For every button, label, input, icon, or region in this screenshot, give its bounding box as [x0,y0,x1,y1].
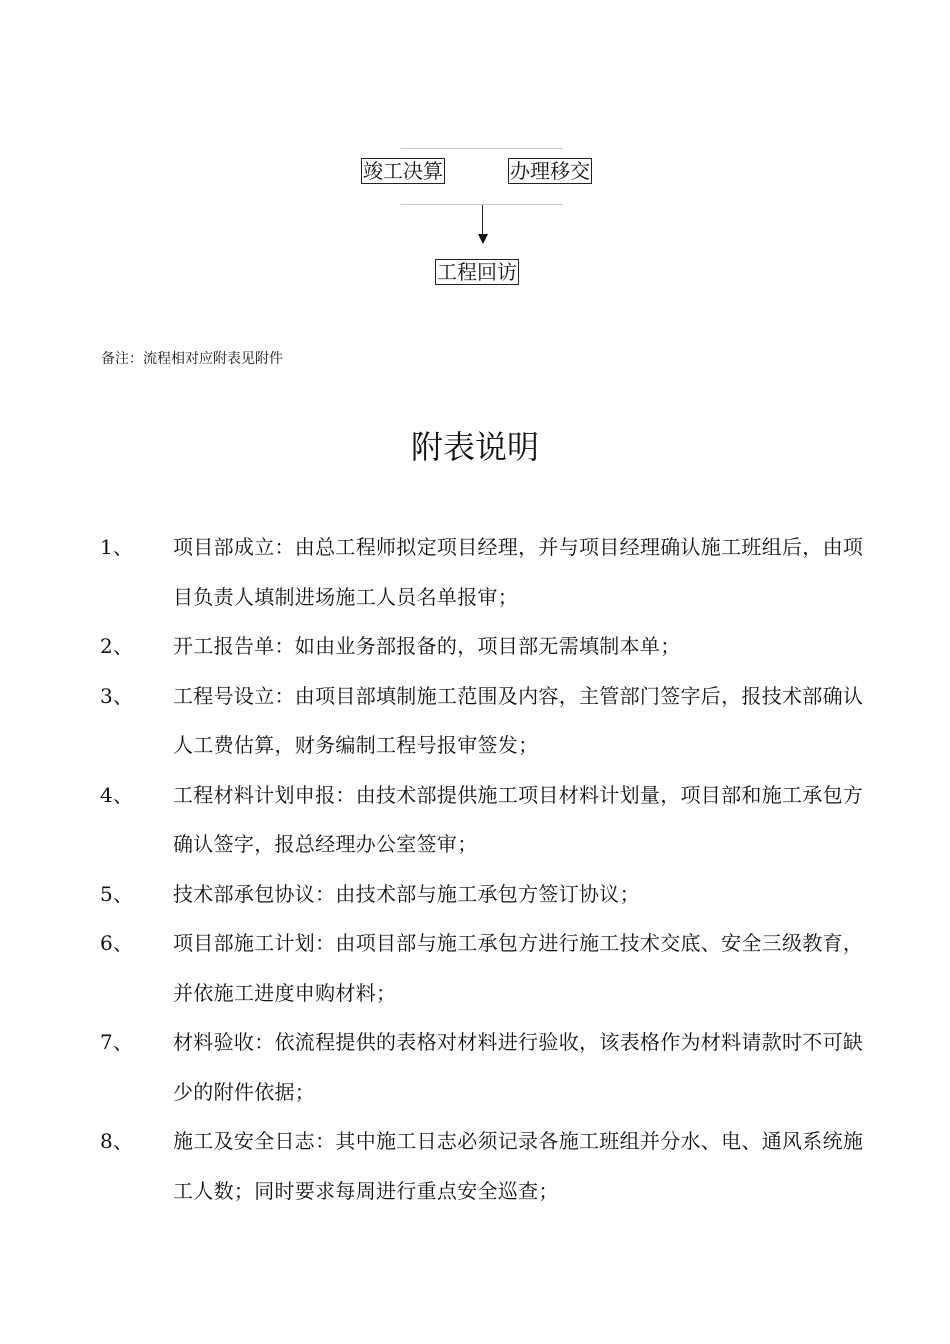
flow-connector-top [401,148,563,149]
item-text: 工程材料计划申报：由技术部提供施工项目材料计划量，项目部和施工承包方确认签字，报总经理办公室签审； [173,782,864,856]
item-text: 开工报告单：如由业务部报备的，项目部无需填制本单； [173,634,681,658]
flow-arrow-stem [482,205,483,234]
item-number: 8、 [100,1129,134,1153]
item-text: 项目部成立：由总工程师拟定项目经理，并与项目经理确认施工班组后，由项目负责人填制进场施工人员名单报审； [173,535,864,609]
section-heading: 附表说明 [410,428,539,466]
item-text: 项目部施工计划：由项目部与施工承包方进行施工技术交底、安全三级教育，并依施工进度申购材料； [173,931,864,1005]
list-item [100,523,870,622]
item-number: 5、 [100,881,134,906]
item-number: 3、 [100,683,134,708]
list-item [100,1018,870,1117]
footnote: 备注：流程相对应附表见附件 [101,351,283,367]
item-text: 技术部承包协议：由技术部与施工承包方签订协议； [173,881,640,906]
appendix-list [100,523,870,1216]
flow-box-revisit: 工程回访 [437,260,517,284]
list-item [100,672,870,771]
item-number: 1、 [100,535,134,559]
flow-box-handover: 办理移交 [510,159,590,183]
item-number: 6、 [100,931,134,955]
item-text: 施工及安全日志：其中施工日志必须记录各施工班组并分水、电、通风系统施工人数；同时要求每周进行重点安全巡查； [173,1129,864,1203]
list-item [100,919,870,1018]
item-text: 材料验收：依流程提供的表格对材料进行验收，该表格作为材料请款时不可缺少的附件依据； [173,1030,864,1104]
list-item [100,622,870,672]
arrow-down-icon [478,234,488,244]
list-item [100,1117,870,1216]
item-number: 4、 [100,782,134,807]
flow-box-settlement: 竣工决算 [363,159,443,183]
item-number: 2、 [100,634,134,658]
item-text: 工程号设立：由项目部填制施工范围及内容，主管部门签字后，报技术部确认人工费估算，财务编制工程号报审签发； [173,683,864,757]
item-number: 7、 [100,1030,134,1054]
list-item [100,771,870,870]
list-item [100,870,870,920]
